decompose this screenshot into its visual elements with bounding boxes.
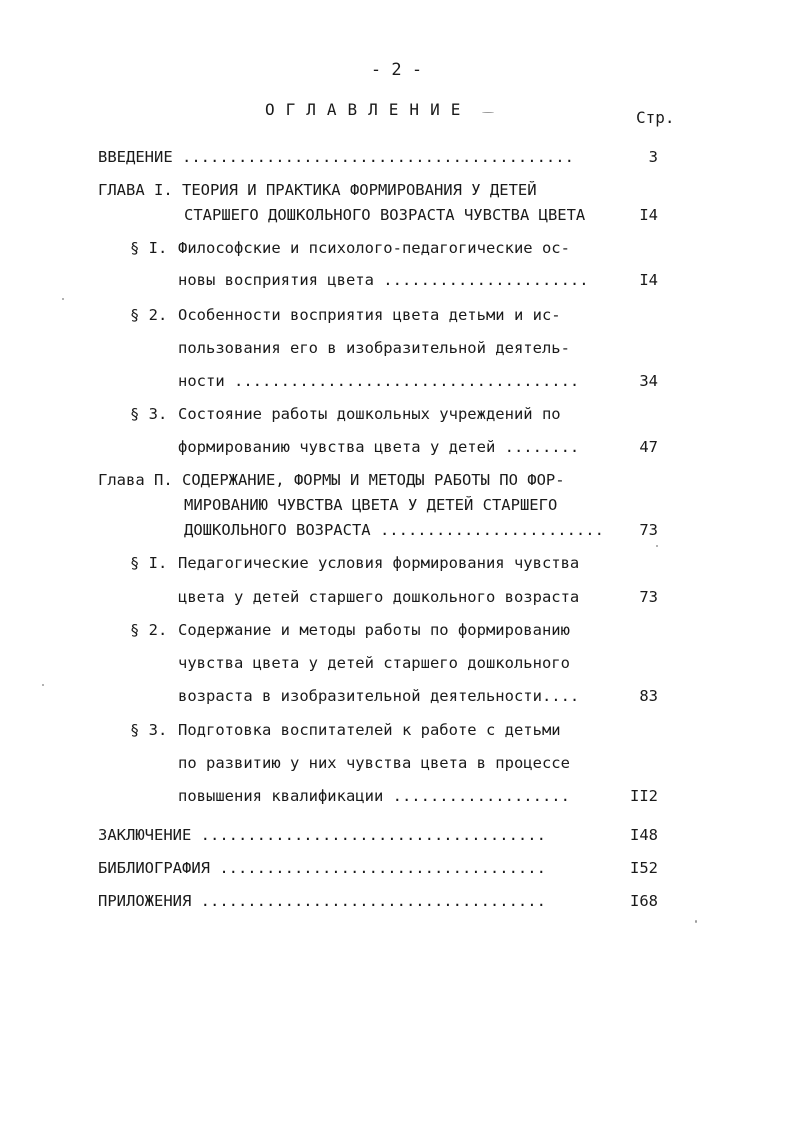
toc-ch1-s3-line2: формированию чувства цвета у детей ........ <box>178 438 580 456</box>
scan-speck <box>42 684 44 686</box>
toc-ch1-line1: ГЛАВА I. ТЕОРИЯ И ПРАКТИКА ФОРМИРОВАНИЯ У ДЕТЕЙ <box>98 181 537 199</box>
toc-ch1-s3-page: 47 <box>639 438 658 456</box>
toc-intro-page: 3 <box>648 148 658 166</box>
toc-ch2-s1-line2: цвета у детей старшего дошкольного возраста <box>178 588 580 606</box>
toc-ch2-s3-line3: повышения квалификации ................... <box>178 787 570 805</box>
page-column-header: Стр. <box>636 108 675 127</box>
toc-appendices-text: ПРИЛОЖЕНИЯ ..................................... <box>98 892 546 910</box>
toc-ch2-s2-line2: чувства цвета у детей старшего дошкольного <box>178 654 570 672</box>
toc-ch1-s1-line1: Философские и психолого-педагогические ос- <box>178 239 570 257</box>
toc-ch1-s1-page: I4 <box>639 271 658 289</box>
toc-ch1-s2-line2: пользования его в изобразительной деятель- <box>178 339 570 357</box>
toc-bibliography-page: I52 <box>630 859 658 877</box>
scan-speck <box>482 112 494 113</box>
toc-ch1-s3-line1: Состояние работы дошкольных учреждений по <box>178 405 561 423</box>
toc-ch1-s2-mark: § 2. <box>130 306 168 324</box>
toc-ch1-s3-mark: § 3. <box>130 405 168 423</box>
toc-ch1-page: I4 <box>639 206 658 224</box>
toc-ch2-s1-mark: § I. <box>130 554 168 572</box>
toc-ch2-s3-page: II2 <box>630 787 658 805</box>
toc-ch2-line1: Глава П. СОДЕРЖАНИЕ, ФОРМЫ И МЕТОДЫ РАБОТЫ ПО ФОР- <box>98 471 565 489</box>
toc-ch1-s2-line3: ности ..................................... <box>178 372 580 390</box>
toc-ch2-s2-line1: Содержание и методы работы по формированию <box>178 621 570 639</box>
toc-conclusion-text: ЗАКЛЮЧЕНИЕ ..................................... <box>98 826 546 844</box>
toc-ch2-line2: МИРОВАНИЮ ЧУВСТВА ЦВЕТА У ДЕТЕЙ СТАРШЕГО <box>184 496 558 514</box>
toc-ch2-page: 73 <box>639 521 658 539</box>
toc-intro-text: ВВЕДЕНИЕ .......................................... <box>98 148 574 166</box>
scan-speck <box>656 545 658 547</box>
toc-conclusion-page: I48 <box>630 826 658 844</box>
toc-ch2-s3-line2: по развитию у них чувства цвета в процессе <box>178 754 570 772</box>
scan-speck <box>62 298 64 300</box>
toc-ch2-s2-line3: возраста в изобразительной деятельности.... <box>178 687 580 705</box>
toc-ch1-s1-line2: новы восприятия цвета ...................... <box>178 271 589 289</box>
toc-ch2-line3: ДОШКОЛЬНОГО ВОЗРАСТА ........................ <box>184 521 604 539</box>
toc-bibliography-text: БИБЛИОГРАФИЯ ................................... <box>98 859 546 877</box>
scan-speck <box>695 920 697 923</box>
toc-ch1-s1-mark: § I. <box>130 239 168 257</box>
toc-ch1-s2-line1: Особенности восприятия цвета детьми и ис- <box>178 306 561 324</box>
toc-ch1-s2-page: 34 <box>639 372 658 390</box>
toc-ch2-s1-line1: Педагогические условия формирования чувства <box>178 554 580 572</box>
toc-ch2-s2-mark: § 2. <box>130 621 168 639</box>
toc-appendices-page: I68 <box>630 892 658 910</box>
toc-ch2-s3-line1: Подготовка воспитателей к работе с детьми <box>178 721 561 739</box>
toc-ch2-s2-page: 83 <box>639 687 658 705</box>
toc-ch2-s1-page: 73 <box>639 588 658 606</box>
toc-ch2-s3-mark: § 3. <box>130 721 168 739</box>
toc-ch1-line2: СТАРШЕГО ДОШКОЛЬНОГО ВОЗРАСТА ЧУВСТВА ЦВЕТА <box>184 206 586 224</box>
page-number: - 2 - <box>370 60 423 80</box>
page-title: ОГЛАВЛЕНИЕ <box>265 100 472 119</box>
